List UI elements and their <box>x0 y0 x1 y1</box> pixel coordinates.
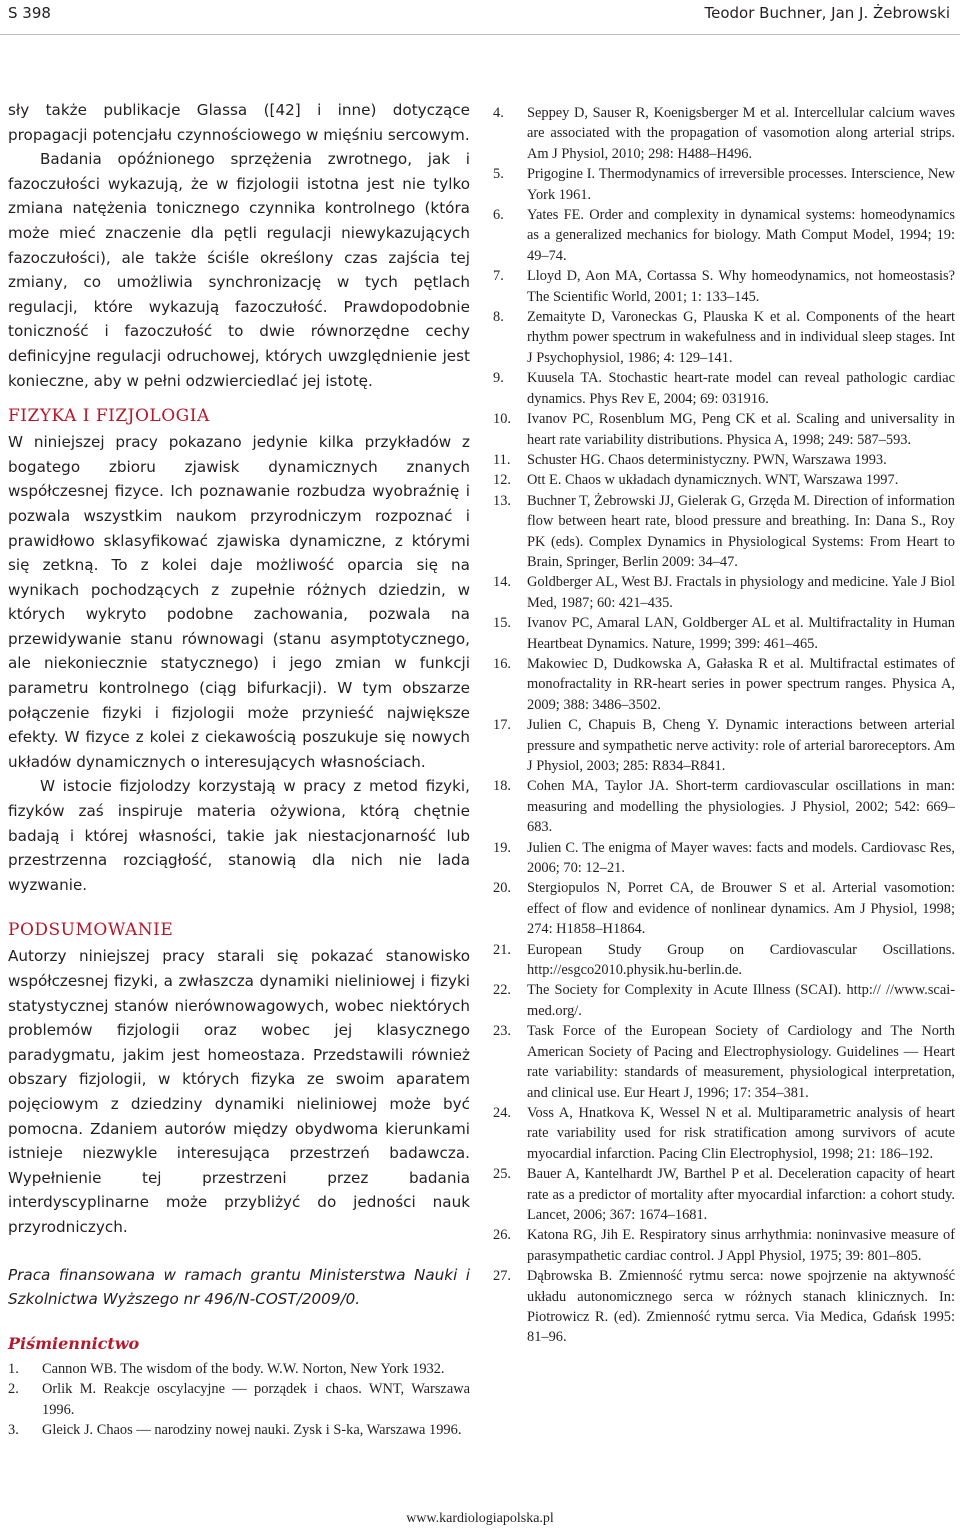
reference-number: 25. <box>493 1166 511 1183</box>
reference-item <box>493 1164 955 1225</box>
reference-number: 20. <box>493 880 511 897</box>
reference-item <box>493 368 955 409</box>
reference-number: 9. <box>493 370 504 387</box>
reference-number: 14. <box>493 574 511 591</box>
reference-number: 2. <box>8 1381 19 1398</box>
reference-item <box>493 164 955 205</box>
reference-text: Ott E. Chaos w układach dynamicznych. WNT, Warszawa 1997. <box>527 472 899 489</box>
paragraph: W istocie fizjolodzy korzystają w pracy z metod fizyki, fizyków zaś inspiruje materia ożywiona, którą chętnie badają i której własności, takie jak niestacjonarność lub przestrzenna rozciągłość, stanowią dla nich nie lada wyzwanie. <box>8 777 470 894</box>
reference-text: Lloyd D, Aon MA, Cortassa S. Why homeodynamics, not homeostasis? The Scientific World, 2001; 1: 133–145. <box>527 268 955 305</box>
reference-number: 13. <box>493 492 511 509</box>
reference-number: 19. <box>493 839 511 856</box>
reference-text: Makowiec D, Dudkowska A, Gałaska R et al. Multifractal estimates of monofractality in RR-heart series in power spectrum ranges. Physica A, 2009; 388: 3486–3502. <box>527 655 955 713</box>
reference-item <box>493 572 955 613</box>
reference-number: 16. <box>493 655 511 672</box>
reference-item <box>8 1359 470 1379</box>
reference-text: Buchner T, Żebrowski JJ, Gielerak G, Grzęda M. Direction of information flow between heart rate, blood pressure and breathing. In: Dana S., Roy PK (eds). Complex Dynamics in Physiological Systems: From Heart to Brain, Springer, Berlin 2009: 34–47. <box>527 492 955 570</box>
paragraph: Autorzy niniejszej pracy starali się pokazać stanowisko współczesnej fizyki, a zwłaszcza dynamiki nieliniowej i fizyki statystycznej stanów nierównowagowych, wobec niektórych problemów fizjologii oraz wobec jej klasycznego paradygmatu, jakim jest homeostaza. Przedstawili również obszary fizjologii, w których fizyka ze swoim aparatem pojęciowym z dziedziny dynamiki nieliniowej może być pomocna. Zdaniem autorów między obydwoma kierunkami istnieje niezwykle interesująca przestrzeń badawcza. Wypełnienie tej przestrzeni przez badania interdyscyplinarne może przybliżyć do jedności nauk przyrodniczych. <box>8 947 470 1236</box>
reference-item <box>493 307 955 368</box>
reference-text: Zemaityte D, Varoneckas G, Plauska K et al. Components of the heart rhythm power spectrum in wakefulness and in individual sleep stages. Int J Psychophysiol, 1986; 4: 129–141. <box>527 309 955 366</box>
reference-number: 7. <box>493 268 504 285</box>
reference-text: Julien C, Chapuis B, Cheng Y. Dynamic interactions between arterial pressure and sympathetic nerve activity: role of arterial baroreceptors. Am J Physiol, 2003; 285: R834–R841. <box>527 717 955 774</box>
reference-number: 21. <box>493 941 511 958</box>
reference-number: 12. <box>493 472 511 489</box>
reference-text: Gleick J. Chaos — narodziny nowej nauki. Zysk i S-ka, Warszawa 1996. <box>42 1421 462 1438</box>
reference-item <box>493 654 955 715</box>
footer-url: www.kardiologiapolska.pl <box>406 1511 554 1526</box>
reference-item <box>493 103 955 164</box>
left-column <box>8 98 470 1440</box>
reference-list-left <box>8 1359 470 1441</box>
reference-item <box>8 1379 470 1420</box>
reference-item <box>493 409 955 450</box>
reference-item <box>493 1103 955 1164</box>
reference-text: Ivanov PC, Amaral LAN, Goldberger AL et al. Multifractality in Human Heartbeat Dynamics. Nature, 1999; 399: 461–465. <box>527 615 955 652</box>
reference-number: 3. <box>8 1421 19 1438</box>
reference-number: 17. <box>493 717 511 734</box>
reference-number: 18. <box>493 778 511 795</box>
reference-text: Katona RG, Jih E. Respiratory sinus arrhythmia: noninvasive measure of parasympathetic cardiac control. J Appl Physiol, 1975; 39: 801–805. <box>527 1227 955 1264</box>
reference-number: 23. <box>493 1023 511 1040</box>
paragraph: sły także publikacje Glassa ([42] i inne) dotyczące propagacji potencjału czynnościowego w mięśniu sercowym. <box>8 101 470 144</box>
reference-item <box>493 1225 955 1266</box>
reference-item <box>493 838 955 879</box>
reference-item <box>493 266 955 307</box>
reference-number: 1. <box>8 1360 19 1377</box>
references-heading: Piśmiennictwo <box>8 1333 140 1353</box>
reference-item <box>493 776 955 837</box>
reference-text: Orlik M. Reakcje oscylacyjne — porządek i chaos. WNT, Warszawa 1996. <box>42 1381 470 1418</box>
reference-item <box>493 450 955 470</box>
reference-text: Ivanov PC, Rosenblum MG, Peng CK et al. Scaling and universality in heart rate variability distributions. Physica A, 1998; 249: 587–593. <box>527 411 955 448</box>
page-number: S 398 <box>8 4 51 22</box>
reference-text: Prigogine I. Thermodynamics of irreversible processes. Interscience, New York 1961. <box>527 166 955 203</box>
reference-item <box>493 470 955 490</box>
reference-number: 26. <box>493 1227 511 1244</box>
reference-text: Bauer A, Kantelhardt JW, Barthel P et al. Deceleration capacity of heart rate as a predictor of mortality after myocardial infarction: a cohort study. Lancet, 2006; 367: 1674–1681. <box>527 1166 955 1223</box>
reference-item <box>8 1420 470 1440</box>
reference-number: 24. <box>493 1104 511 1121</box>
reference-item <box>493 491 955 573</box>
reference-text: European Study Group on Cardiovascular Oscillations. http://esgco2010.physik.hu-berlin.de. <box>527 941 955 979</box>
reference-number: 15. <box>493 615 511 632</box>
running-head-authors: Teodor Buchner, Jan J. Żebrowski <box>704 4 950 22</box>
reference-number: 10. <box>493 411 511 428</box>
section-heading: PODSUMOWANIE <box>8 920 174 941</box>
reference-list-right <box>493 103 955 1348</box>
reference-item <box>493 205 955 266</box>
reference-number: 4. <box>493 105 504 121</box>
reference-text: The Society for Complexity in Acute Illness (SCAI). http:// //www.scai-med.org/. <box>527 982 955 1019</box>
reference-item <box>493 715 955 776</box>
reference-text: Stergiopulos N, Porret CA, de Brouwer S et al. Arterial vasomotion: effect of flow and evidence of nonlinear dynamics. Am J Physiol, 1998; 274: H1858–H1864. <box>527 880 955 938</box>
reference-item <box>493 613 955 654</box>
reference-number: 22. <box>493 982 511 999</box>
reference-text: Voss A, Hnatkova K, Wessel N et al. Multiparametric analysis of heart rate variability used for risk stratification among survivors of acute myocardial infarction. Pacing Clin Electrophysiol, 1998; 21: 186–192. <box>527 1104 955 1162</box>
page-header <box>0 0 960 35</box>
reference-number: 27. <box>493 1268 511 1285</box>
paragraph: W niniejszej pracy pokazano jedynie kilka przykładów z bogatego zbioru zjawisk dynamicznych znanych współczesnej fizyce. Ich poznawanie rozbudza wyobraźnię i pozwala wszystkim naukom przyrodniczym rozpoznać i prawidłowo sklasyfikować zjawiska dynamiczne, z którymi się zetkną. To z kolei daje możliwość oparcia się na wynikach pochodzących z zupełnie różnych dziedzin, w których wykryto podobne zachowania, pozwala na przewidywanie stanu równowagi (stanu asymptotycznego, ale niekoniecznie statycznego) i jego zmian w funkcji parametru kontrolnego (ciąg bifurkacji). W tym obszarze połączenie fizyki i fizjologii może przynieść największe efekty. W fizyce z kolei z ciekawością poszukuje się nowych układów dynamicznych o interesujących własnościach. <box>8 433 470 771</box>
reference-number: 11. <box>493 451 511 468</box>
reference-text: Goldberger AL, West BJ. Fractals in physiology and medicine. Yale J Biol Med, 1987; 60: 421–435. <box>527 574 955 611</box>
reference-number: 5. <box>493 166 504 183</box>
reference-text: Cannon WB. The wisdom of the body. W.W. Norton, New York 1932. <box>42 1360 445 1377</box>
reference-text: Task Force of the European Society of Cardiology and The North American Society of Pacing and Electrophysiology. Guidelines — Heart rate variability: standards of measurement, physiological interpretation, and clinical use. Eur Heart J, 1996; 17: 354–381. <box>527 1023 955 1101</box>
reference-text: Dąbrowska B. Zmienność rytmu serca: nowe spojrzenie na aktywność układu autonomicznego serca w różnych stanach klinicznych. In: Piotrowicz R. (ed). Zmienność rytmu serca. Via Medica, Gdańsk 1995: 81–96. <box>527 1268 955 1346</box>
reference-text: Cohen MA, Taylor JA. Short-term cardiovascular oscillations in man: measuring and modelling the physiologies. J Physiol, 2002; 542: 669–683. <box>527 778 955 836</box>
reference-text: Julien C. The enigma of Mayer waves: facts and models. Cardiovasc Res, 2006; 70: 12–21. <box>527 839 955 877</box>
funding-note: Praca finansowana w ramach grantu Ministerstwa Nauki i Szkolnictwa Wyższego nr 496/N-COST/2009/0. <box>8 1265 470 1309</box>
reference-number: 8. <box>493 309 504 326</box>
section-heading: FIZYKA I FIZJOLOGIA <box>8 406 210 427</box>
paragraph: Badania opóźnionego sprzężenia zwrotnego, jak i fazoczułości wykazują, że w fizjologii istotna jest nie tylko zmiana natężenia tonicznego czynnika kontrolnego (która może mieć znaczenie dla pętli regulacji niewykazujących fazoczułości), ale także ściśle określony czas zajścia tej zmiany, co umożliwia synchronizację w tych pętlach regulacji, które wykazują fazoczułość. Prawdopodobnie toniczność i fazoczułość to dwie równorzędne cechy definicyjne regulacji odruchowej, których uwzględnienie jest konieczne, aby w pełni odzwierciedlać jej istotę. <box>8 150 470 390</box>
reference-item <box>493 1266 955 1348</box>
reference-item <box>493 878 955 939</box>
reference-text: Seppey D, Sauser R, Koenigsberger M et al. Intercellular calcium waves are associated with the propagation of vasomotion along arterial strips. Am J Physiol, 2010; 298: H488–H496. <box>527 105 955 162</box>
reference-number: 6. <box>493 207 504 224</box>
reference-text: Schuster HG. Chaos deterministyczny. PWN, Warszawa 1993. <box>527 451 887 468</box>
reference-item <box>493 1021 955 1103</box>
reference-item <box>493 940 955 981</box>
reference-text: Kuusela TA. Stochastic heart-rate model can reveal pathologic cardiac dynamics. Phys Rev E, 2004; 69: 031916. <box>527 370 955 407</box>
reference-text: Yates FE. Order and complexity in dynamical systems: homeodynamics as a generalized mechanics for biology. Math Comput Model, 1994; 19: 49–74. <box>527 207 955 264</box>
reference-item <box>493 980 955 1021</box>
